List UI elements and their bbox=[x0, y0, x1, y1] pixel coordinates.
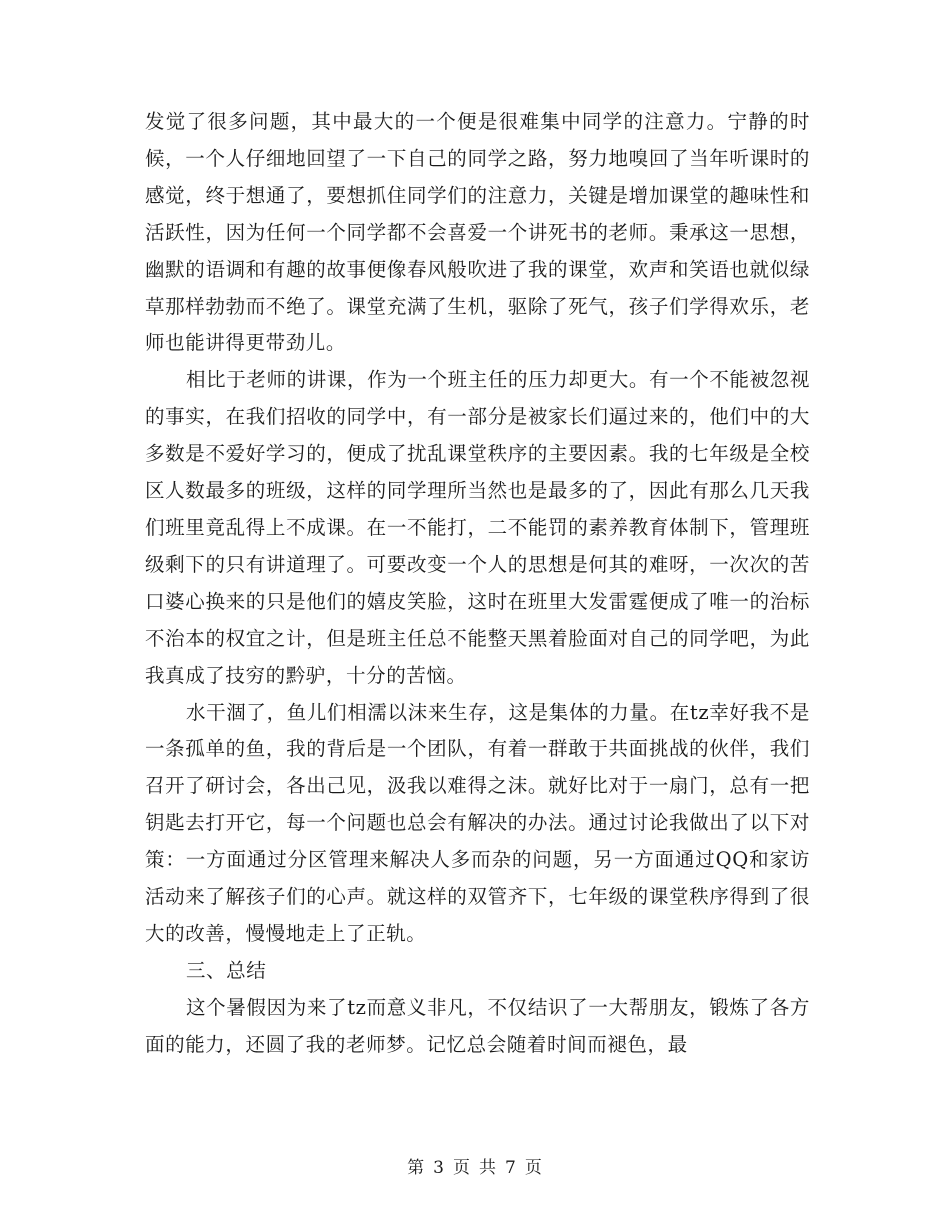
paragraph-2: 相比于老师的讲课，作为一个班主任的压力却更大。有一个不能被忽视的事实，在我们招收的同学中，有一部分是被家长们逼过来的，他们中的大多数是不爱好学习的，便成了扰乱课堂秩序的主要因素。我的七年级是全校区人数最多的班级，这样的同学理所当然也是最多的了，因此有那么几天我们班里竟乱得上不成课。在一不能打，二不能罚的素养教育体制下，管理班级剩下的只有讲道理了。可要改变一个人的思想是何其的难呀，一次次的苦口婆心换来的只是他们的嬉皮笑脸，这时在班里大发雷霆便成了唯一的治标不治本的权宜之计，但是班主任总不能整天黑着脸面对自己的同学吧，为此我真成了技穷的黔驴，十分的苦恼。 bbox=[145, 368, 810, 687]
footer-label-page-unit: 页 bbox=[453, 1158, 471, 1178]
footer-total-pages: 7 bbox=[505, 1158, 517, 1178]
footer-current-page: 3 bbox=[433, 1158, 445, 1178]
footer-label-total-unit: 页 bbox=[524, 1158, 543, 1178]
paragraph-4: 这个暑假因为来了tz而意义非凡，不仅结识了一大帮朋友，锻炼了各方面的能力，还圆了我的老师梦。记忆总会随着时间而褪色，最 bbox=[145, 995, 810, 1056]
page-footer bbox=[0, 1153, 950, 1178]
body-text bbox=[145, 104, 810, 1064]
paragraph-1: 发觉了很多问题，其中最大的一个便是很难集中同学的注意力。宁静的时候，一个人仔细地回望了一下自己的同学之路，努力地嗅回了当年听课时的感觉，终于想通了，要想抓住同学们的注意力，关键是增加课堂的趣味性和活跃性，因为任何一个同学都不会喜爱一个讲死书的老师。秉承这一思想，幽默的语调和有趣的故事便像春风般吹进了我的课堂，欢声和笑语也就似绿草那样勃勃而不绝了。课堂充满了生机，驱除了死气，孩子们学得欢乐，老师也能讲得更带劲儿。 bbox=[145, 110, 810, 355]
footer-label-page: 第 bbox=[407, 1158, 426, 1178]
footer-label-total: 共 bbox=[479, 1158, 497, 1178]
section-heading-summary: 三、总结 bbox=[185, 958, 267, 982]
paragraph-3: 水干涸了，鱼儿们相濡以沫来生存，这是集体的力量。在tz幸好我不是一条孤单的鱼，我的背后是一个团队，有着一群敢于共面挑战的伙伴，我们召开了研讨会，各出己见，汲我以难得之沫。就好比对于一扇门，总有一把钥匙去打开它，每一个问题也总会有解决的办法。通过讨论我做出了以下对策：一方面通过分区管理来解决人多而杂的问题，另一方面通过QQ和家访活动来了解孩子们的心声。就这样的双管齐下，七年级的课堂秩序得到了很大的改善，慢慢地走上了正轨。 bbox=[145, 700, 810, 945]
